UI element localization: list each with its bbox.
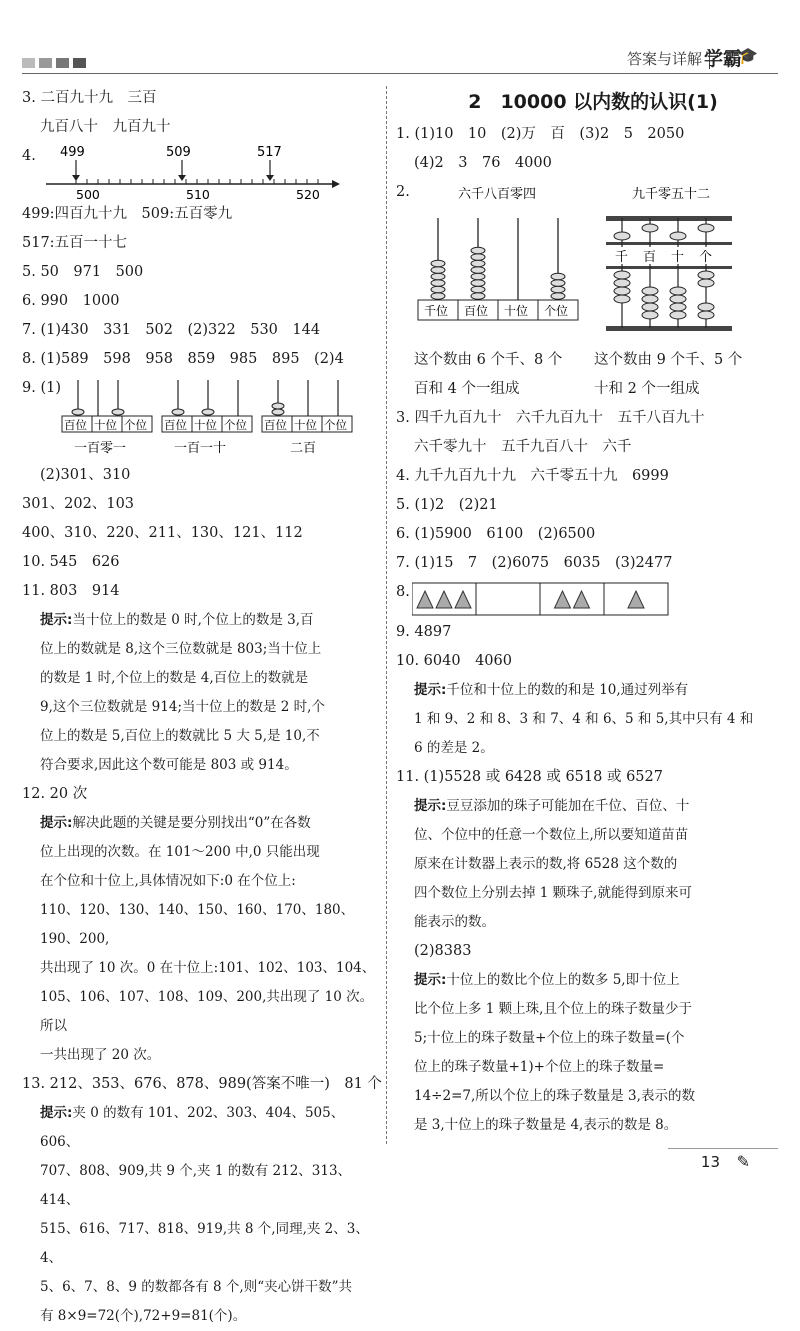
section-title: 2 10000 以内数的认识(1) bbox=[468, 91, 718, 113]
place-label: 十位 bbox=[94, 418, 117, 432]
hint-line: 一共出现了 20 次。 bbox=[40, 1047, 161, 1063]
place-label: 个 bbox=[699, 250, 713, 265]
hint-line: 位、个位中的任意一个数位上,所以要知道苗苗 bbox=[414, 827, 689, 843]
footer-rule bbox=[668, 1148, 778, 1149]
hint-line: 6 的差是 2。 bbox=[414, 740, 494, 756]
place-label: 百位 bbox=[164, 418, 187, 432]
hint-label: 提示: bbox=[40, 1105, 73, 1121]
q10: 10. 545 626 bbox=[22, 554, 120, 570]
abacus-caption: 二百 bbox=[290, 441, 317, 456]
r-q11-hint bbox=[396, 792, 780, 937]
q5: 5. 50 971 500 bbox=[22, 264, 144, 280]
hint-line: 四个数位上分别去掉 1 颗珠子,就能得到原来可 bbox=[414, 885, 692, 901]
place-label: 十位 bbox=[504, 304, 529, 318]
place-label: 个位 bbox=[124, 418, 147, 432]
q9-part2-1: (2)301、310 bbox=[40, 467, 131, 483]
hint-line: 夹 0 的数有 101、202、303、404、505、606、 bbox=[40, 1105, 345, 1150]
hint-line: 位上的数是 5,百位上的数就比 5 大 5,是 10,不 bbox=[40, 728, 320, 744]
r-q11: 11. (1)5528 或 6428 或 6518 或 6527 bbox=[396, 769, 663, 785]
abacus-101 bbox=[62, 380, 152, 456]
hint-line: 位上的珠子数量+1)+个位上的珠子数量= bbox=[414, 1059, 665, 1075]
r-q6: 6. (1)5900 6100 (2)6500 bbox=[396, 526, 596, 542]
q4-tick-label: 510 bbox=[186, 187, 210, 200]
header-decoration bbox=[22, 58, 86, 68]
hint-line: 解决此题的关键是要分别找出“0”在各数 bbox=[72, 815, 311, 831]
r-q7: 7. (1)15 7 (2)6075 6035 (3)2477 bbox=[396, 555, 673, 571]
q3-line1: 3. 二百九十九 三百 bbox=[22, 90, 157, 106]
place-label: 十 bbox=[671, 250, 685, 265]
hint-line: 1 和 9、2 和 8、3 和 7、4 和 6、5 和 5,其中只有 4 和 bbox=[414, 711, 754, 727]
place-label: 个位 bbox=[324, 418, 347, 432]
q4-mark-label: 509 bbox=[166, 145, 191, 160]
r-q3-line2: 六千零九十 五千九百八十 六千 bbox=[414, 439, 632, 455]
q9-part2-2: 301、202、103 bbox=[22, 496, 135, 512]
q4-mark-label: 499 bbox=[60, 145, 85, 160]
q11: 11. 803 914 bbox=[22, 583, 120, 599]
abacus-caption: 一百一十 bbox=[174, 441, 227, 456]
header-title: 答案与详解 bbox=[626, 50, 702, 68]
r-q3-line1: 3. 四千九百九十 六千九百九十 五千八百九十 bbox=[396, 410, 705, 426]
hint-label: 提示: bbox=[40, 612, 73, 628]
place-label: 百位 bbox=[264, 418, 287, 432]
place-label: 千 bbox=[615, 250, 629, 265]
q9-abacus-group bbox=[22, 374, 378, 461]
abacus-caption: 六千八百零四 bbox=[458, 187, 537, 202]
hint-line: 原来在计数器上表示的数,将 6528 这个数的 bbox=[414, 856, 678, 872]
hint-line: 是 3,十位上的珠子数量是 4,表示的数是 8。 bbox=[414, 1117, 678, 1133]
r-q10: 10. 6040 4060 bbox=[396, 653, 512, 669]
column-divider bbox=[386, 86, 387, 1144]
hint-line: 位上的数就是 8,这个三位数就是 803;当十位上 bbox=[40, 641, 322, 657]
hint-line: 5;十位上的珠子数量+个位上的珠子数量=(个 bbox=[414, 1030, 685, 1046]
hint-line: 位上出现的次数。在 101～200 中,0 只能出现 bbox=[40, 844, 320, 860]
hint-line: 707、808、909,共 9 个,夹 1 的数有 212、313、414、 bbox=[40, 1163, 352, 1208]
q6: 6. 990 1000 bbox=[22, 293, 120, 309]
r-q2-abacus-group bbox=[396, 178, 780, 346]
header-brand: 学霸 bbox=[703, 48, 742, 70]
q13: 13. 212、353、676、878、989(答案不唯一) 81 个 bbox=[22, 1076, 382, 1092]
q9-label: 9. (1) bbox=[22, 380, 61, 396]
hint-line: 当十位上的数是 0 时,个位上的数是 3,百 bbox=[72, 612, 314, 628]
r-q11-hint2 bbox=[396, 966, 780, 1140]
q4-answer-1: 499:四百九十九 509:五百零九 bbox=[22, 206, 233, 222]
triangle-boxes bbox=[412, 582, 672, 618]
r-q10-hint bbox=[396, 676, 780, 763]
hint-label: 提示: bbox=[414, 682, 447, 698]
hint-label: 提示: bbox=[40, 815, 73, 831]
place-label: 百 bbox=[643, 250, 657, 265]
q4-answer-2: 517:五百一十七 bbox=[22, 235, 128, 251]
hint-line: 千位和十位上的数的和是 10,通过列举有 bbox=[446, 682, 689, 698]
q4-label: 4. bbox=[22, 148, 36, 164]
hint-line: 110、120、130、140、150、160、170、180、190、200, bbox=[40, 902, 355, 947]
q12: 12. 20 次 bbox=[22, 786, 88, 802]
hint-line: 比个位上多 1 颗上珠,且个位上的珠子数量少于 bbox=[414, 1001, 692, 1017]
hint-line: 有 8×9=72(个),72+9=81(个)。 bbox=[40, 1308, 247, 1324]
q12-hint bbox=[22, 809, 378, 1070]
explanation-line: 这个数由 9 个千、5 个 bbox=[594, 352, 743, 368]
r-q8 bbox=[396, 578, 780, 618]
r-q2-explanations bbox=[396, 346, 780, 404]
place-label: 个位 bbox=[224, 418, 247, 432]
r-q9: 9. 4897 bbox=[396, 624, 452, 640]
q4-tick-label: 520 bbox=[296, 187, 320, 200]
q4-mark-label: 517 bbox=[257, 145, 282, 160]
r-q1-line2: (4)2 3 76 4000 bbox=[414, 155, 552, 171]
explanation-line: 十和 2 个一组成 bbox=[594, 381, 700, 397]
hint-line: 豆豆添加的珠子可能加在千位、百位、十 bbox=[446, 798, 690, 814]
abacus-9052 bbox=[606, 216, 732, 331]
q3-line2: 九百八十 九百九十 bbox=[40, 119, 171, 135]
q8: 8. (1)589 598 958 859 985 895 (2)4 bbox=[22, 351, 344, 367]
hint-line: 十位上的数比个位上的数多 5,即十位上 bbox=[446, 972, 680, 988]
place-label: 百位 bbox=[64, 418, 87, 432]
hint-line: 105、106、107、108、109、200,共出现了 10 次。所以 bbox=[40, 989, 374, 1034]
header-rule bbox=[22, 73, 778, 74]
hint-line: 的数是 1 时,个位上的数是 4,百位上的数就是 bbox=[40, 670, 309, 686]
right-column bbox=[396, 84, 780, 1140]
q4-tick-label: 500 bbox=[76, 187, 100, 200]
r-q1-line1: 1. (1)10 10 (2)万 百 (3)2 5 2050 bbox=[396, 126, 685, 142]
place-label: 个位 bbox=[544, 304, 569, 318]
q13-hint bbox=[22, 1099, 378, 1331]
r-q2-label: 2. bbox=[396, 184, 410, 200]
graduation-cap-icon: 🎓 bbox=[738, 46, 758, 65]
q7: 7. (1)430 331 502 (2)322 530 144 bbox=[22, 322, 321, 338]
hint-line: 能表示的数。 bbox=[414, 914, 495, 930]
hint-line: 14÷2=7,所以个位上的珠子数量是 3,表示的数 bbox=[414, 1088, 695, 1104]
explanation-line: 这个数由 6 个千、8 个 bbox=[414, 352, 563, 368]
q9-part2-3: 400、310、220、211、130、121、112 bbox=[22, 525, 303, 541]
hint-line: 共出现了 10 次。0 在十位上:101、102、103、104、 bbox=[40, 960, 376, 976]
place-label: 千位 bbox=[424, 304, 449, 318]
page-number: 13 bbox=[700, 1153, 720, 1171]
r-q8-label: 8. bbox=[396, 584, 410, 600]
hint-label: 提示: bbox=[414, 972, 447, 988]
q11-hint bbox=[22, 606, 378, 780]
hint-line: 符合要求,因此这个数可能是 803 或 914。 bbox=[40, 757, 298, 773]
hint-line: 9,这个三位数就是 914;当十位上的数是 2 时,个 bbox=[40, 699, 325, 715]
hint-label: 提示: bbox=[414, 798, 447, 814]
place-label: 十位 bbox=[194, 418, 217, 432]
hint-line: 515、616、717、818、919,共 8 个,同理,夹 2、3、4、 bbox=[40, 1221, 369, 1266]
r-q5: 5. (1)2 (2)21 bbox=[396, 497, 498, 513]
r-q11-part2: (2)8383 bbox=[414, 943, 472, 959]
abacus-caption: 九千零五十二 bbox=[632, 187, 711, 202]
place-label: 十位 bbox=[294, 418, 317, 432]
hint-line: 在个位和十位上,具体情况如下:0 在个位上: bbox=[40, 873, 296, 889]
abacus-200 bbox=[262, 380, 352, 456]
left-column bbox=[22, 84, 382, 1331]
abacus-caption: 一百零一 bbox=[74, 441, 127, 456]
pencil-icon: ✎ bbox=[736, 1152, 750, 1171]
q4-number-line bbox=[22, 142, 378, 200]
r-q4: 4. 九千九百九十九 六千零五十九 6999 bbox=[396, 468, 669, 484]
hint-line: 5、6、7、8、9 的数都各有 8 个,则“夹心饼干数”共 bbox=[40, 1279, 353, 1295]
place-label: 百位 bbox=[464, 304, 489, 318]
explanation-line: 百和 4 个一组成 bbox=[414, 381, 520, 397]
abacus-110 bbox=[162, 380, 252, 456]
abacus-6804 bbox=[418, 218, 578, 320]
